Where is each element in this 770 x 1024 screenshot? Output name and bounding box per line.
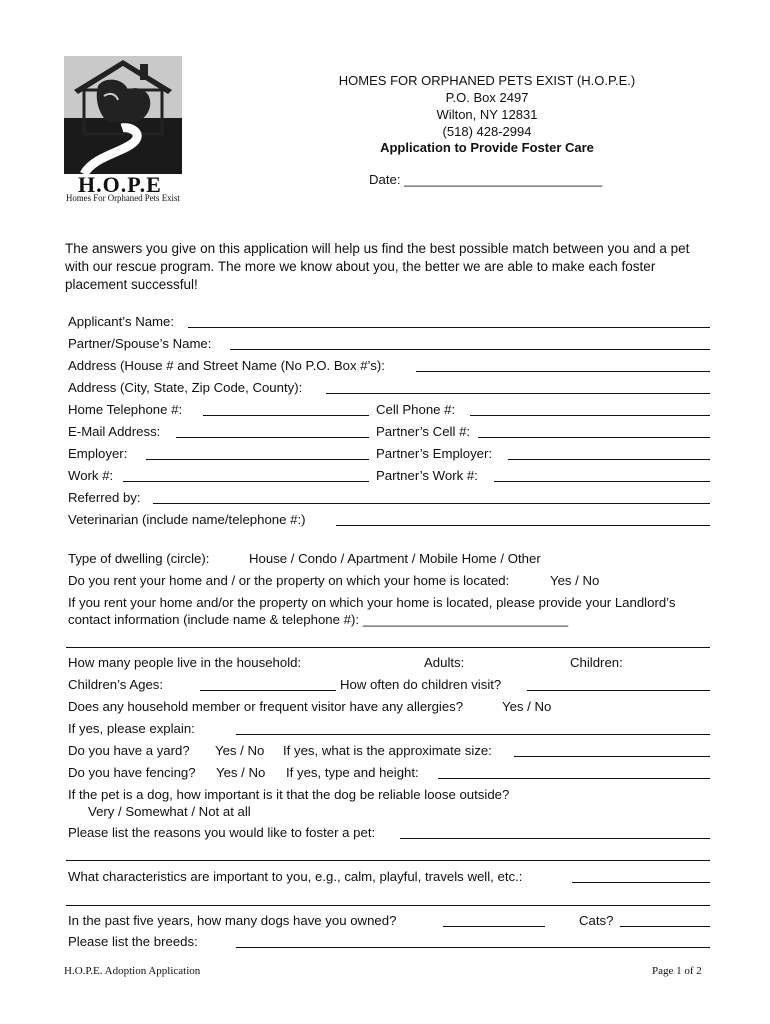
yard-question: Do you have a yard?: [68, 743, 190, 758]
allergies-explain-field[interactable]: [236, 734, 710, 735]
date-field[interactable]: Date: ___________________________: [369, 172, 603, 187]
fencing-question: Do you have fencing?: [68, 765, 196, 780]
rent-question: Do you rent your home and / or the property on which your home is located:: [68, 573, 510, 588]
characteristics-field[interactable]: [572, 882, 710, 883]
breeds-field[interactable]: [236, 947, 710, 948]
address-city-field[interactable]: [326, 393, 710, 394]
address-street-field[interactable]: [416, 371, 710, 372]
adults-label: Adults:: [424, 655, 465, 670]
dog-loose-question: If the pet is a dog, how important is it that the dog be reliable loose outside?: [68, 787, 510, 802]
fencing-type-label: If yes, type and height:: [286, 765, 419, 780]
yard-size-label: If yes, what is the approximate size:: [283, 743, 492, 758]
referred-by-field[interactable]: [153, 503, 710, 504]
visit-frequency-field[interactable]: [527, 690, 710, 691]
landlord-contact-field[interactable]: contact information (include name & telephone #): ____________________________: [68, 612, 569, 627]
footer-document-name: H.O.P.E. Adoption Application: [64, 965, 201, 977]
address-street-label: Address (House # and Street Name (No P.O. Box #’s):: [68, 358, 385, 373]
address-city-label: Address (City, State, Zip Code, County):: [68, 380, 303, 395]
referred-by-label: Referred by:: [68, 490, 141, 505]
form-title: Application to Provide Foster Care: [380, 140, 594, 155]
veterinarian-field[interactable]: [336, 525, 710, 526]
allergies-options[interactable]: Yes / No: [502, 699, 552, 714]
yard-options[interactable]: Yes / No: [215, 743, 265, 758]
dogs-owned-label: In the past five years, how many dogs have you owned?: [68, 913, 397, 928]
org-name: HOMES FOR ORPHANED PETS EXIST (H.O.P.E.): [338, 73, 636, 88]
home-phone-field[interactable]: [203, 415, 369, 416]
dwelling-type-label: Type of dwelling (circle):: [68, 551, 210, 566]
household-count-label: How many people live in the household:: [68, 655, 302, 670]
intro-paragraph: The answers you give on this application will help us find the best possible match between you and a pet with our rescue program. The more we know about you, the better we are able to make each foster placement successful!: [65, 241, 690, 292]
po-box: P.O. Box 2497: [445, 90, 529, 105]
rent-options[interactable]: Yes / No: [550, 573, 600, 588]
yard-size-field[interactable]: [514, 756, 710, 757]
partner-cell-field[interactable]: [478, 437, 710, 438]
work-label: Work #:: [68, 468, 114, 483]
email-field[interactable]: [176, 437, 369, 438]
partner-name-field[interactable]: [230, 349, 710, 350]
applicant-name-field[interactable]: [188, 327, 710, 328]
employer-field[interactable]: [146, 459, 369, 460]
cell-phone-label: Cell Phone #:: [376, 402, 456, 417]
dog-loose-options[interactable]: Very / Somewhat / Not at all: [88, 804, 251, 819]
footer-page-number: Page 1 of 2: [652, 965, 702, 977]
allergies-question: Does any household member or frequent visitor have any allergies?: [68, 699, 464, 714]
foster-reasons-field-line2[interactable]: [66, 860, 710, 861]
org-phone: (518) 428-2994: [442, 124, 532, 139]
fencing-type-field[interactable]: [438, 778, 710, 779]
applicant-name-label: Applicant’s Name:: [68, 314, 175, 329]
allergies-explain-label: If yes, please explain:: [68, 721, 195, 736]
partner-employer-field[interactable]: [508, 459, 710, 460]
foster-reasons-field[interactable]: [400, 838, 710, 839]
characteristics-field-line2[interactable]: [66, 905, 710, 906]
veterinarian-label: Veterinarian (include name/telephone #:): [68, 512, 306, 527]
visit-frequency-label: How often do children visit?: [340, 677, 502, 692]
children-label: Children:: [570, 655, 623, 670]
dwelling-type-options[interactable]: House / Condo / Apartment / Mobile Home / Other: [249, 551, 541, 566]
childrens-ages-field[interactable]: [200, 690, 336, 691]
cats-owned-field[interactable]: [620, 926, 710, 927]
logo-subtitle: Homes For Orphaned Pets Exist: [66, 194, 180, 204]
dogs-owned-field[interactable]: [443, 926, 545, 927]
employer-label: Employer:: [68, 446, 128, 461]
home-phone-label: Home Telephone #:: [68, 402, 183, 417]
partner-employer-label: Partner’s Employer:: [376, 446, 493, 461]
partner-cell-label: Partner’s Cell #:: [376, 424, 471, 439]
email-label: E-Mail Address:: [68, 424, 161, 439]
landlord-question: If you rent your home and/or the property on which your home is located, please provide your Landlord’s: [68, 595, 676, 610]
partner-work-label: Partner’s Work #:: [376, 468, 478, 483]
foster-reasons-label: Please list the reasons you would like to foster a pet:: [68, 825, 376, 840]
breeds-label: Please list the breeds:: [68, 934, 198, 949]
cats-owned-label: Cats?: [579, 913, 614, 928]
logo-title: H.O.P.E: [78, 172, 162, 197]
section-divider: [66, 647, 710, 648]
fencing-options[interactable]: Yes / No: [216, 765, 266, 780]
partner-work-field[interactable]: [494, 481, 710, 482]
characteristics-label: What characteristics are important to you, e.g., calm, playful, travels well, etc.:: [68, 869, 523, 884]
work-field[interactable]: [123, 481, 369, 482]
childrens-ages-label: Children’s Ages:: [68, 677, 164, 692]
partner-name-label: Partner/Spouse’s Name:: [68, 336, 212, 351]
cell-phone-field[interactable]: [470, 415, 710, 416]
city-state-zip: Wilton, NY 12831: [436, 107, 538, 122]
